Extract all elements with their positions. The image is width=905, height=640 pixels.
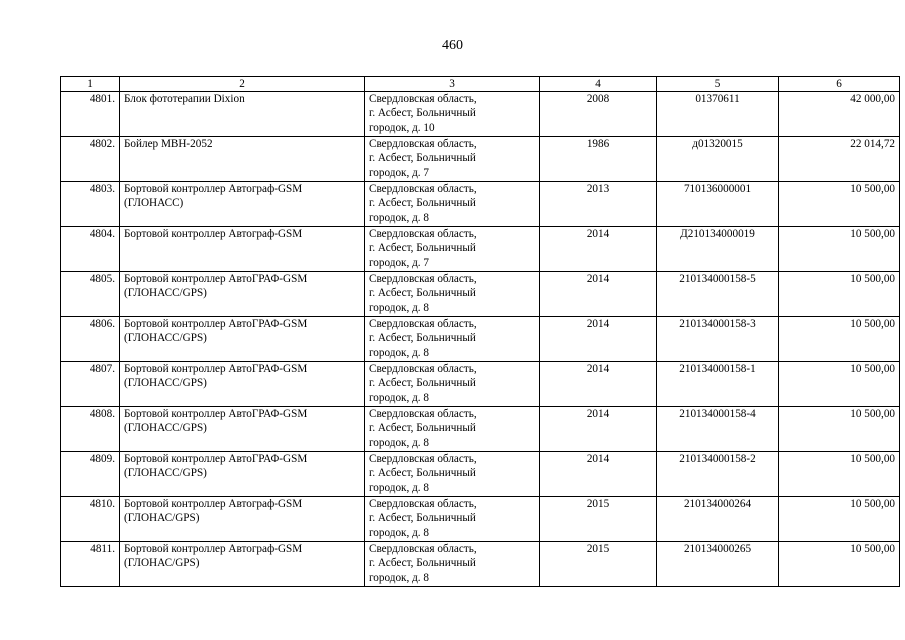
year-cell: 2014 xyxy=(540,407,657,452)
address-line: Свердловская область, xyxy=(369,498,477,510)
item-name-cell xyxy=(120,497,365,542)
row-number-cell: 4805. xyxy=(61,272,120,317)
cost-cell: 22 014,72 xyxy=(779,137,900,182)
cost-cell: 10 500,00 xyxy=(779,452,900,497)
inventory-number-cell: 210134000158-3 xyxy=(657,317,779,362)
year-cell: 2014 xyxy=(540,317,657,362)
item-name-line: Бортовой контроллер АвтоГРАФ-GSM xyxy=(124,453,308,465)
row-number-cell: 4804. xyxy=(61,227,120,272)
address-line: городок, д. 8 xyxy=(369,346,429,359)
inventory-number-cell: 210134000265 xyxy=(657,542,779,587)
year-cell: 2014 xyxy=(540,452,657,497)
address-line: г. Асбест, Больничный xyxy=(369,377,476,390)
year-cell: 2015 xyxy=(540,542,657,587)
address-line: г. Асбест, Больничный xyxy=(369,557,476,570)
address-line: городок, д. 8 xyxy=(369,436,429,449)
item-name-line: Бойлер МВН-2052 xyxy=(124,138,213,150)
address-line: Свердловская область, xyxy=(369,318,477,330)
address-line: городок, д. 8 xyxy=(369,391,429,404)
address-line: Свердловская область, xyxy=(369,543,477,555)
inventory-number-cell: д01320015 xyxy=(657,137,779,182)
address-line: городок, д. 8 xyxy=(369,301,429,314)
row-number-cell: 4802. xyxy=(61,137,120,182)
table-row xyxy=(61,317,900,362)
table-row xyxy=(61,407,900,452)
year-cell: 2008 xyxy=(540,92,657,137)
cost-cell: 42 000,00 xyxy=(779,92,900,137)
inventory-number-cell: Д210134000019 xyxy=(657,227,779,272)
item-name-line: (ГЛОНАСС/GPS) xyxy=(124,422,207,435)
address-line: городок, д. 7 xyxy=(369,166,429,179)
address-line: Свердловская область, xyxy=(369,183,477,195)
item-name-line: Бортовой контроллер Автограф-GSM xyxy=(124,498,303,510)
address-line: Свердловская область, xyxy=(369,273,477,285)
inventory-number-cell: 210134000264 xyxy=(657,497,779,542)
item-name-cell xyxy=(120,362,365,407)
item-name-line: Бортовой контроллер Автограф-GSM xyxy=(124,228,303,240)
address-cell xyxy=(365,272,540,317)
year-cell: 1986 xyxy=(540,137,657,182)
address-cell xyxy=(365,317,540,362)
item-name-cell xyxy=(120,272,365,317)
table-row xyxy=(61,272,900,317)
year-cell: 2013 xyxy=(540,182,657,227)
table-row xyxy=(61,227,900,272)
cost-cell: 10 500,00 xyxy=(779,497,900,542)
address-line: г. Асбест, Больничный xyxy=(369,107,476,120)
inventory-number-cell: 710136000001 xyxy=(657,182,779,227)
address-cell xyxy=(365,542,540,587)
item-name-line: Бортовой контроллер АвтоГРАФ-GSM xyxy=(124,408,308,420)
address-line: Свердловская область, xyxy=(369,93,477,105)
inventory-number-cell: 01370611 xyxy=(657,92,779,137)
address-cell xyxy=(365,362,540,407)
item-name-cell xyxy=(120,407,365,452)
address-cell xyxy=(365,182,540,227)
address-line: г. Асбест, Больничный xyxy=(369,242,476,255)
cost-cell: 10 500,00 xyxy=(779,542,900,587)
item-name-line: Бортовой контроллер Автограф-GSM xyxy=(124,543,303,555)
item-name-line: (ГЛОНАС/GPS) xyxy=(124,512,200,525)
address-line: городок, д. 8 xyxy=(369,571,429,584)
item-name-cell xyxy=(120,182,365,227)
page-number: 460 xyxy=(442,38,463,53)
address-line: г. Асбест, Больничный xyxy=(369,197,476,210)
address-line: г. Асбест, Больничный xyxy=(369,152,476,165)
address-line: Свердловская область, xyxy=(369,408,477,420)
inventory-number-cell: 210134000158-5 xyxy=(657,272,779,317)
row-number-cell: 4811. xyxy=(61,542,120,587)
inventory-number-cell: 210134000158-2 xyxy=(657,452,779,497)
address-line: Свердловская область, xyxy=(369,138,477,150)
item-name-line: (ГЛОНАСС) xyxy=(124,197,184,210)
item-name-line: (ГЛОНАСС/GPS) xyxy=(124,332,207,345)
cost-cell: 10 500,00 xyxy=(779,182,900,227)
header-col-3: 3 xyxy=(365,77,540,92)
table-row xyxy=(61,362,900,407)
address-line: городок, д. 8 xyxy=(369,211,429,224)
item-name-line: Бортовой контроллер АвтоГРАФ-GSM xyxy=(124,363,308,375)
row-number-cell: 4806. xyxy=(61,317,120,362)
table-body xyxy=(61,92,900,587)
cost-cell: 10 500,00 xyxy=(779,272,900,317)
cost-cell: 10 500,00 xyxy=(779,407,900,452)
table-row xyxy=(61,182,900,227)
header-col-1: 1 xyxy=(61,77,120,92)
item-name-cell xyxy=(120,227,365,272)
address-line: Свердловская область, xyxy=(369,453,477,465)
address-line: городок, д. 8 xyxy=(369,526,429,539)
header-col-6: 6 xyxy=(779,77,900,92)
inventory-table xyxy=(60,76,900,587)
table-row xyxy=(61,542,900,587)
address-line: городок, д. 10 xyxy=(369,121,435,134)
inventory-number-cell: 210134000158-1 xyxy=(657,362,779,407)
cost-cell: 10 500,00 xyxy=(779,362,900,407)
item-name-cell xyxy=(120,542,365,587)
item-name-line: Бортовой контроллер Автограф-GSM xyxy=(124,183,303,195)
header-row xyxy=(61,77,900,92)
item-name-cell xyxy=(120,317,365,362)
item-name-line: (ГЛОНАСС/GPS) xyxy=(124,377,207,390)
table-row xyxy=(61,137,900,182)
address-cell xyxy=(365,497,540,542)
row-number-cell: 4801. xyxy=(61,92,120,137)
address-line: г. Асбест, Больничный xyxy=(369,422,476,435)
table-row xyxy=(61,452,900,497)
cost-cell: 10 500,00 xyxy=(779,227,900,272)
row-number-cell: 4810. xyxy=(61,497,120,542)
item-name-cell xyxy=(120,137,365,182)
year-cell: 2014 xyxy=(540,362,657,407)
year-cell: 2015 xyxy=(540,497,657,542)
table-row xyxy=(61,497,900,542)
row-number-cell: 4803. xyxy=(61,182,120,227)
header-col-2: 2 xyxy=(120,77,365,92)
item-name-cell xyxy=(120,452,365,497)
year-cell: 2014 xyxy=(540,227,657,272)
address-line: Свердловская область, xyxy=(369,228,477,240)
item-name-cell xyxy=(120,92,365,137)
cost-cell: 10 500,00 xyxy=(779,317,900,362)
table-row xyxy=(61,92,900,137)
address-cell xyxy=(365,137,540,182)
address-line: городок, д. 7 xyxy=(369,256,429,269)
address-line: г. Асбест, Больничный xyxy=(369,467,476,480)
address-line: г. Асбест, Больничный xyxy=(369,332,476,345)
header-col-5: 5 xyxy=(657,77,779,92)
item-name-line: Бортовой контроллер АвтоГРАФ-GSM xyxy=(124,273,308,285)
table-header xyxy=(61,77,900,92)
address-cell xyxy=(365,452,540,497)
row-number-cell: 4809. xyxy=(61,452,120,497)
item-name-line: (ГЛОНАСС/GPS) xyxy=(124,287,207,300)
address-line: г. Асбест, Больничный xyxy=(369,287,476,300)
address-line: городок, д. 8 xyxy=(369,481,429,494)
item-name-line: (ГЛОНАС/GPS) xyxy=(124,557,200,570)
address-cell xyxy=(365,227,540,272)
address-line: г. Асбест, Больничный xyxy=(369,512,476,525)
year-cell: 2014 xyxy=(540,272,657,317)
address-cell xyxy=(365,92,540,137)
item-name-line: Бортовой контроллер АвтоГРАФ-GSM xyxy=(124,318,308,330)
row-number-cell: 4808. xyxy=(61,407,120,452)
item-name-line: Блок фототерапии Dixion xyxy=(124,93,245,105)
address-line: Свердловская область, xyxy=(369,363,477,375)
address-cell xyxy=(365,407,540,452)
header-col-4: 4 xyxy=(540,77,657,92)
inventory-number-cell: 210134000158-4 xyxy=(657,407,779,452)
item-name-line: (ГЛОНАСС/GPS) xyxy=(124,467,207,480)
row-number-cell: 4807. xyxy=(61,362,120,407)
